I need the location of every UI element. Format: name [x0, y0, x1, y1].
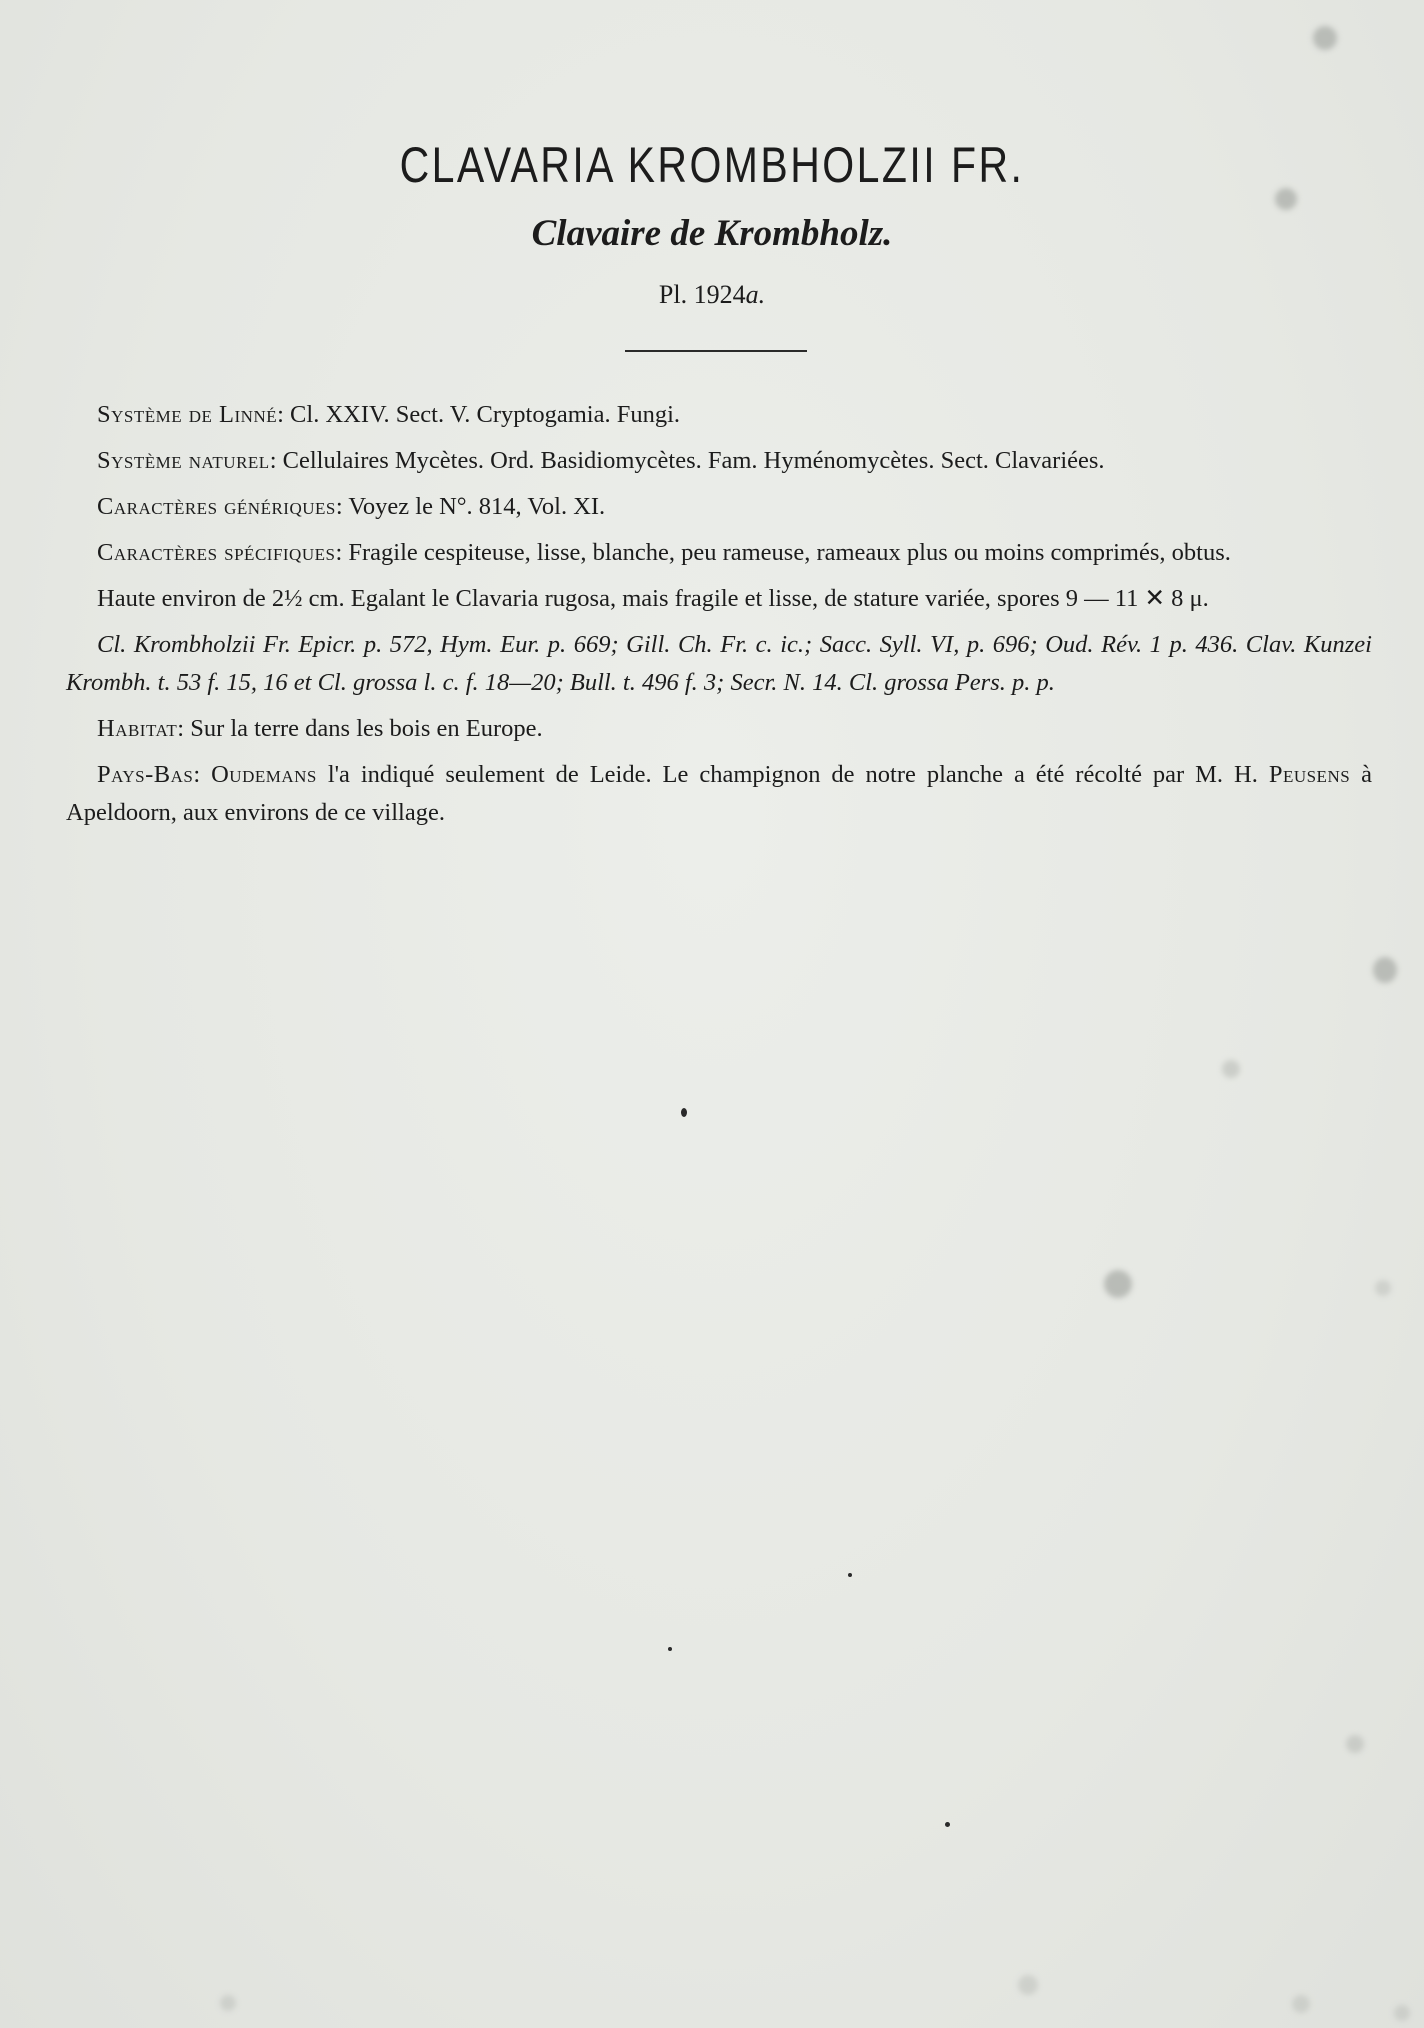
linne-system — [66, 396, 1372, 434]
plate-number — [0, 280, 1424, 310]
linne-text: : Cl. XXIV. Sect. V. Cryptogamia. Fungi. — [277, 401, 681, 428]
ink-dot — [681, 1108, 687, 1117]
plate-number-prefix: Pl. 1924 — [658, 280, 746, 309]
common-name: Clavaire de Krombholz. — [531, 213, 893, 254]
size-description: Haute environ de 2½ cm. Egalant le Clavaria rugosa, mais fragile et lisse, de stature variée, spores 9 — 11 ✕ 8 μ. — [97, 585, 1209, 612]
specific-characters — [66, 534, 1372, 572]
ink-dot — [848, 1573, 852, 1577]
naturel-text: : Cellulaires Mycètes. Ord. Basidiomycètes. Fam. Hyménomycètes. Sect. Clavariées. — [269, 447, 1105, 474]
habitat-text: : Sur la terre dans les bois en Europe. — [177, 715, 543, 742]
netherlands-distribution — [66, 756, 1372, 832]
paper-speck — [1373, 957, 1397, 983]
specifiques-label: Caractères spécifiques — [97, 539, 336, 566]
linne-label: Système de Linné — [97, 401, 278, 428]
paper-speck — [1313, 26, 1337, 50]
species-title: CLAVARIA KROMBHOLZII FR. — [399, 137, 1025, 193]
pays-bas-label: Pays-Bas — [97, 761, 194, 788]
ink-dot — [945, 1822, 950, 1827]
plate-number-suffix: a. — [745, 280, 766, 309]
ink-dot — [668, 1647, 672, 1651]
paper-speck — [1018, 1975, 1038, 1995]
paper-speck — [1222, 1060, 1240, 1078]
separator-rule — [625, 350, 807, 352]
natural-system — [66, 442, 1372, 480]
habitat — [66, 710, 1372, 748]
generic-characters — [66, 488, 1372, 526]
naturel-label: Système naturel — [97, 447, 270, 474]
paper-speck — [1292, 1995, 1310, 2013]
generiques-text: : Voyez le N°. 814, Vol. XI. — [335, 493, 606, 520]
pays-bas-text-1: l'a indiqué seulement de Leide. Le champignon de notre planche a été récolté par M. H. — [316, 761, 1269, 788]
generiques-label: Caractères génériques — [97, 493, 336, 520]
description-body — [66, 396, 1372, 840]
pays-bas-sep: : — [193, 761, 212, 788]
paper-speck — [1375, 1280, 1391, 1296]
specifiques-text: : Fragile cespiteuse, lisse, blanche, peu rameuse, rameaux plus ou moins comprimés, obtus. — [335, 539, 1231, 566]
oudemans-name: Oudemans — [211, 761, 317, 788]
paper-speck — [220, 1995, 236, 2011]
paper-speck — [1394, 2005, 1410, 2021]
paper-speck — [1346, 1735, 1364, 1753]
habitat-label: Habitat — [97, 715, 178, 742]
paper-speck — [1104, 1270, 1132, 1298]
peusens-name: Peusens — [1268, 761, 1351, 788]
bibliographic-references: Cl. Krombholzii Fr. Epicr. p. 572, Hym. Eur. p. 669; Gill. Ch. Fr. c. ic.; Sacc. Syll. VI, p. 696; Oud. Rév. 1 p. 436. Clav. Kunzei Krombh. t. 53 f. 15, 16 et Cl. grossa l. c. f. 18—20; Bull. t. 496 f. 3; Secr. N. 14. Cl. grossa Pers. p. p. — [66, 631, 1372, 696]
pays-bas-text-2: à Apeldoorn, aux environs de ce village. — [66, 761, 1373, 826]
